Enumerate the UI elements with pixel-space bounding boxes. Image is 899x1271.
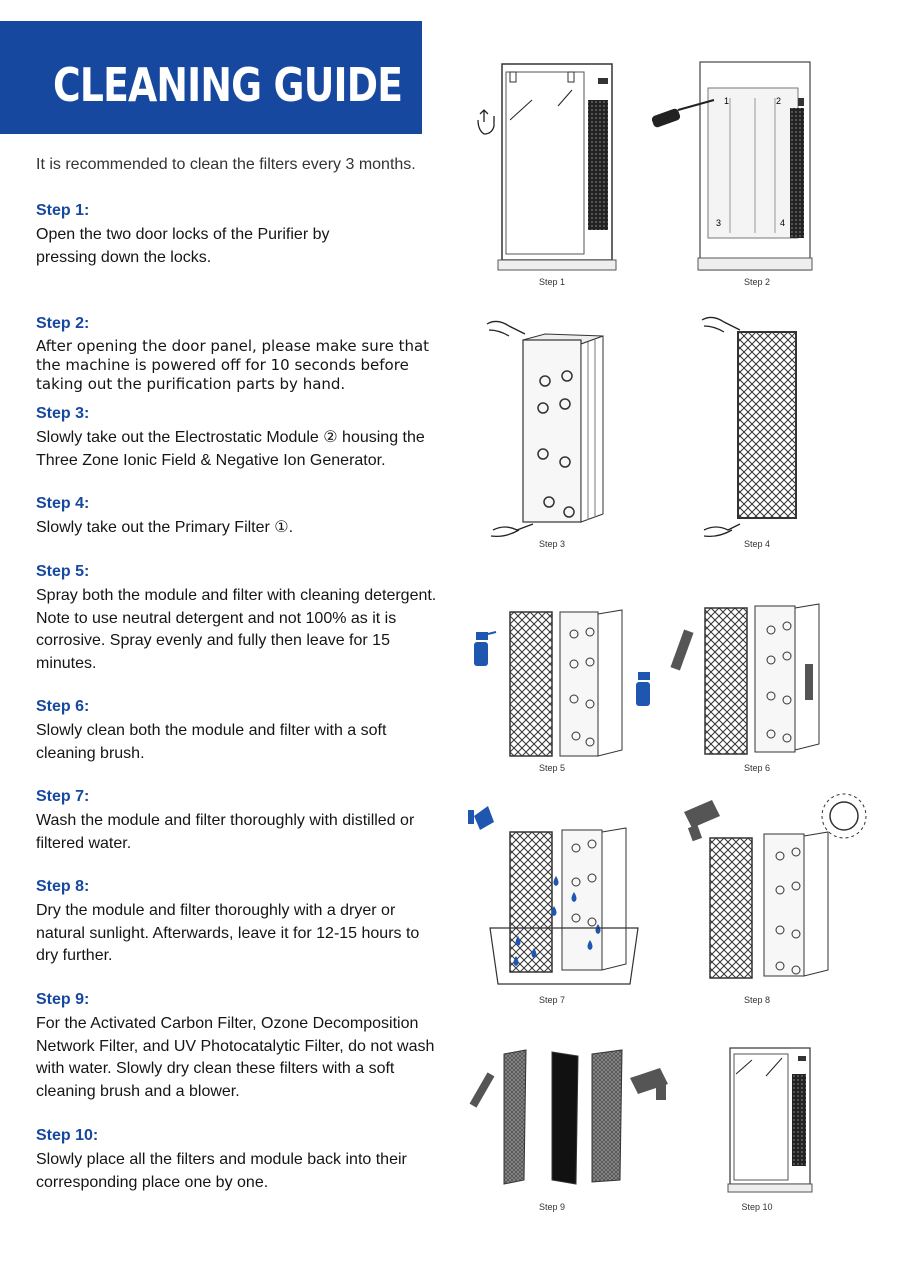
lock-number: 4 [780,218,786,228]
step4-illustration [700,312,810,542]
spray-bottle-icon [636,672,650,706]
step-text: Dry the module and filter thoroughly with a dryer or natural sunlight. Afterwards, leave it for 12-15 hours to dry further. [36,902,420,964]
step-title: Step 5: [36,563,90,580]
step-8 [36,878,441,968]
step3-illustration [485,316,615,541]
caption-step8: Step 8 [743,995,771,1005]
step-title: Step 7: [36,788,90,805]
step7-illustration [468,796,643,986]
lock-number: 1 [724,96,730,106]
caption-step1: Step 1 [538,277,566,287]
step-title: Step 1: [36,202,90,219]
caption-step3: Step 3 [538,539,566,549]
hand-icon [487,321,525,336]
step-text: Wash the module and filter thoroughly with distilled or filtered water. [36,812,415,852]
brush-icon [805,664,813,700]
step-text: After opening the door panel, please make sure that the machine is powered off for 10 seconds before taking out the purification parts by hand. [36,337,430,393]
step-text: Open the two door locks of the Purifier by pressing down the locks. [36,226,330,266]
lock-number: 2 [776,96,782,106]
step-title: Step 8: [36,878,90,895]
step2-illustration [650,58,820,278]
step8-illustration [680,790,875,980]
hair-dryer-icon [630,1068,668,1100]
step-title: Step 4: [36,495,90,512]
step-text: Slowly take out the Electrostatic Module ② housing the Three Zone Ionic Field & Negative Ion Generator. [36,429,425,469]
step-text: Slowly place all the filters and module back into their corresponding place one by one. [36,1151,407,1191]
step-10 [36,1127,441,1194]
caption-step6: Step 6 [743,763,771,773]
step9-illustration [470,1048,680,1188]
step-text: Slowly take out the Primary Filter ①. [36,519,294,536]
step-7 [36,788,441,855]
lock-number: 3 [716,218,722,228]
step-1 [36,202,441,269]
caption-step9: Step 9 [538,1202,566,1212]
spray-bottle-icon [474,632,496,666]
brush-icon [470,1072,495,1107]
caption-step4: Step 4 [743,539,771,549]
step1-illustration [470,60,620,275]
caption-step2: Step 2 [743,277,771,287]
step-2 [36,315,441,394]
hand-icon [702,317,740,332]
step-4 [36,495,441,540]
step-6 [36,698,441,765]
step-text: Spray both the module and filter with cleaning detergent. Note to use neutral detergent and not 100% as it is corrosive. Spray evenly and fully then leave for 15 minutes. [36,587,437,672]
step-title: Step 3: [36,405,90,422]
step5-illustration [470,604,630,759]
step-title: Step 10: [36,1127,99,1144]
hand-icon [491,524,533,536]
intro-text: It is recommended to clean the filters every 3 months. [36,156,416,173]
caption-step7: Step 7 [538,995,566,1005]
caption-step5: Step 5 [538,763,566,773]
step-title: Step 9: [36,991,90,1008]
step-5 [36,563,441,675]
hand-icon [704,524,740,536]
step-text: Slowly clean both the module and filter with a soft cleaning brush. [36,722,387,762]
step-title: Step 6: [36,698,90,715]
step-title: Step 2: [36,315,90,332]
shower-icon [468,806,494,830]
hair-dryer-icon [684,800,720,841]
header-banner [0,21,422,134]
step10-illustration [720,1046,815,1196]
step-3 [36,405,441,472]
caption-step10: Step 10 [741,1202,773,1212]
brush-icon [670,629,693,670]
step6-illustration [675,600,835,760]
step-text: For the Activated Carbon Filter, Ozone Decomposition Network Filter, and UV Photocatalytic Filter, do not wash with water. Slowly dry clean these filters with a soft cleaning brush and a blower. [36,1015,435,1100]
page-title: CLEANING GUIDE [53,58,403,112]
step-9 [36,991,441,1103]
sun-icon [822,794,866,838]
